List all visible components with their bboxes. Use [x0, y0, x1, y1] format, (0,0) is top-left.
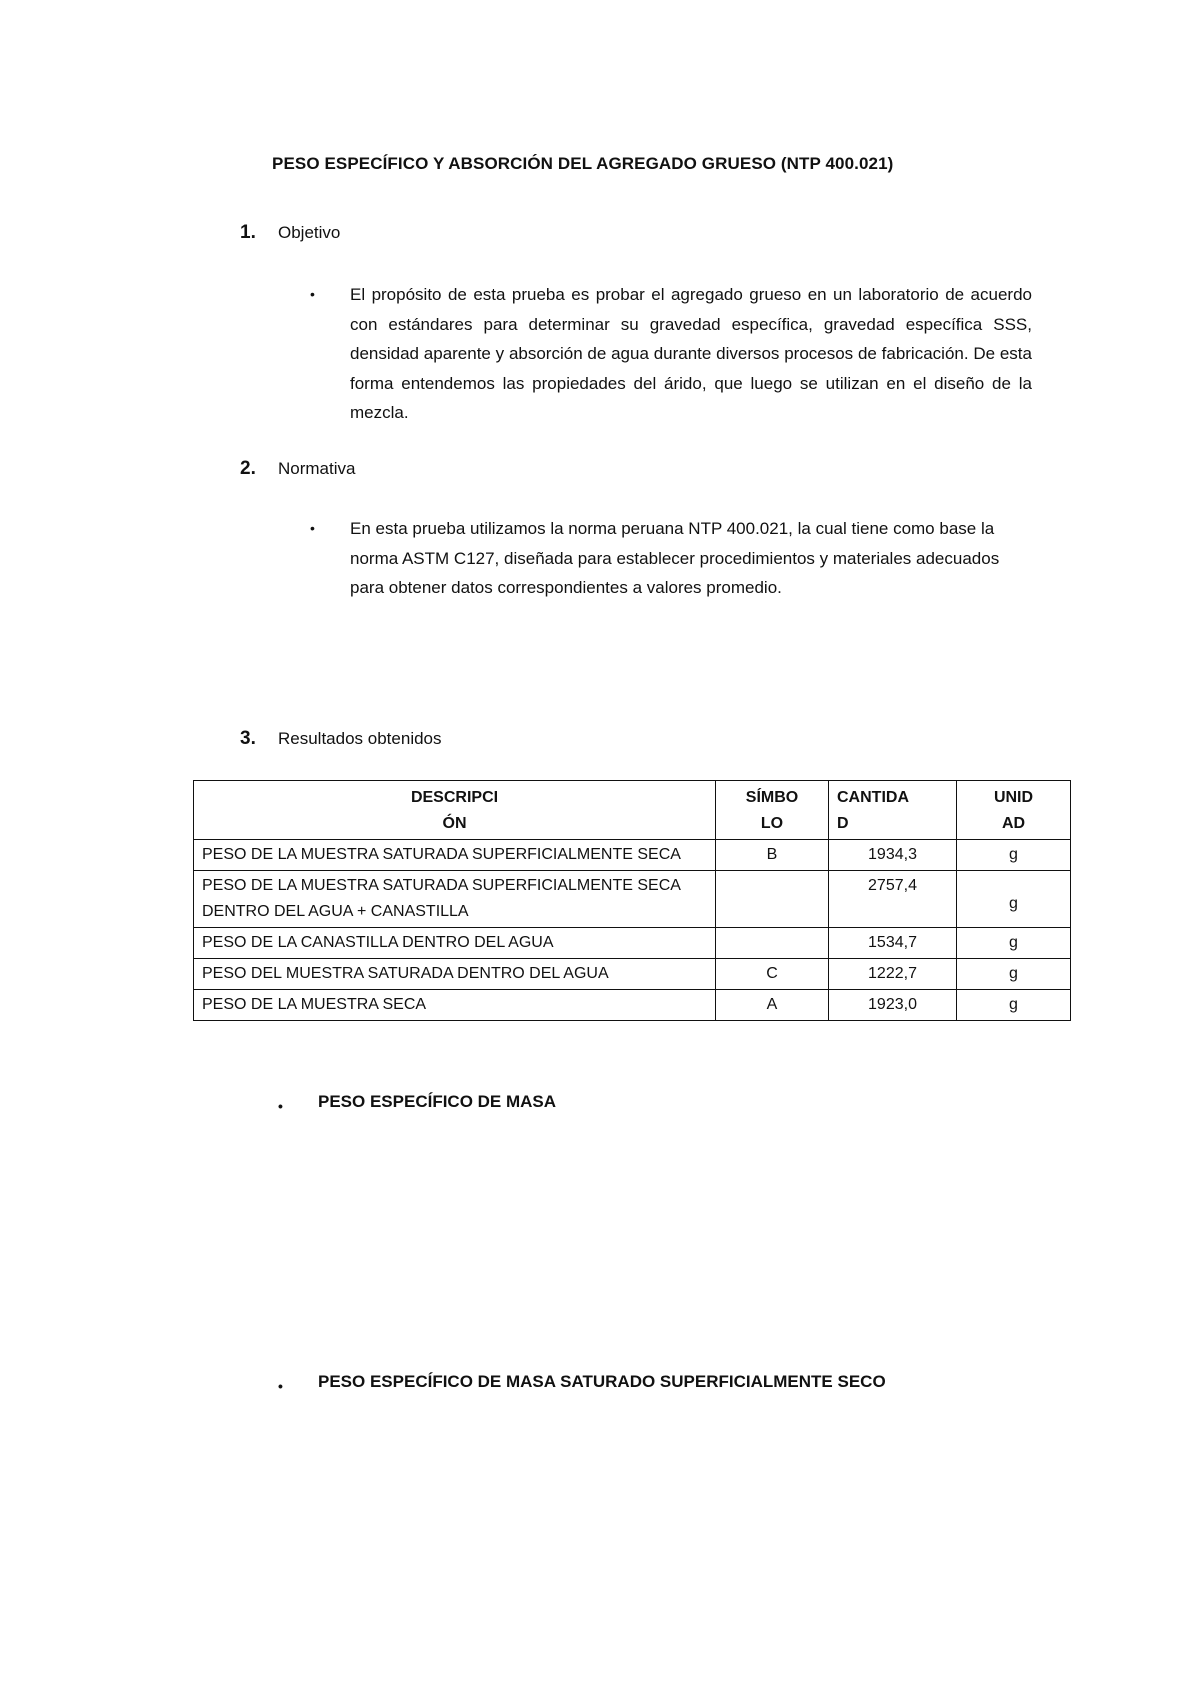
document-title: PESO ESPECÍFICO Y ABSORCIÓN DEL AGREGADO GRUESO (NTP 400.021) [272, 154, 894, 173]
peso-especifico-masa-bullet [278, 1092, 556, 1122]
cell-symbol: C [716, 959, 829, 990]
section-number: 3. [240, 728, 256, 749]
header-descripcion: DESCRIPCI ÓN [194, 781, 716, 840]
header-unidad: UNID AD [957, 781, 1071, 840]
bullet-icon: • [310, 520, 315, 536]
cell-quantity: 1923,0 [829, 990, 957, 1021]
sub-bullet-text: PESO ESPECÍFICO DE MASA [318, 1092, 557, 1111]
cell-symbol [716, 928, 829, 959]
section-objetivo-heading [240, 222, 340, 244]
cell-symbol [716, 871, 829, 928]
cell-unit: g [957, 959, 1071, 990]
cell-quantity: 1934,3 [829, 840, 957, 871]
section-title: Normativa [278, 459, 356, 478]
table-row [194, 840, 1071, 871]
section-number: 2. [240, 458, 256, 479]
peso-especifico-sss-bullet [278, 1372, 886, 1402]
bullet-icon: • [278, 1098, 283, 1114]
results-table [193, 780, 1071, 1021]
cell-unit: g [957, 871, 1071, 928]
bullet-icon: • [310, 286, 315, 302]
header-cantidad: CANTIDA D [829, 781, 957, 840]
cell-unit: g [957, 928, 1071, 959]
cell-description: PESO DE LA MUESTRA SECA [194, 990, 716, 1021]
objetivo-text: El propósito de esta prueba es probar el agregado grueso en un laboratorio de acuerdo con estándares para determinar su gravedad específica, gravedad específica SSS, densidad aparente y absorción de agua durante diversos procesos de fabricación. De esta forma entendemos las propiedades del árido, que luego se utilizan en el diseño de la mezcla. [350, 285, 1032, 422]
section-title: Objetivo [278, 223, 341, 242]
cell-symbol: A [716, 990, 829, 1021]
cell-description: PESO DEL MUESTRA SATURADA DENTRO DEL AGUA [194, 959, 716, 990]
section-title: Resultados obtenidos [278, 729, 442, 748]
cell-description: PESO DE LA MUESTRA SATURADA SUPERFICIALMENTE SECA [194, 840, 716, 871]
cell-quantity: 2757,4 [829, 871, 957, 928]
section-number: 1. [240, 222, 256, 243]
table-row [194, 871, 1071, 928]
normativa-text: En esta prueba utilizamos la norma peruana NTP 400.021, la cual tiene como base la norma ASTM C127, diseñada para establecer procedimientos y materiales adecuados para obtener datos correspondientes a valores promedio. [350, 519, 1000, 597]
section-normativa-heading [240, 458, 355, 480]
bullet-icon: • [278, 1378, 283, 1394]
cell-quantity: 1534,7 [829, 928, 957, 959]
table-row [194, 990, 1071, 1021]
cell-quantity: 1222,7 [829, 959, 957, 990]
cell-symbol: B [716, 840, 829, 871]
objetivo-bullet [310, 280, 1032, 428]
normativa-bullet [310, 514, 1032, 603]
header-simbolo: SÍMBO LO [716, 781, 829, 840]
cell-unit: g [957, 840, 1071, 871]
table-row [194, 959, 1071, 990]
sub-bullet-text: PESO ESPECÍFICO DE MASA SATURADO SUPERFICIALMENTE SECO [318, 1372, 886, 1391]
table-header-row [194, 781, 1071, 840]
section-resultados-heading [240, 728, 442, 750]
cell-description: PESO DE LA CANASTILLA DENTRO DEL AGUA [194, 928, 716, 959]
table-row [194, 928, 1071, 959]
cell-description: PESO DE LA MUESTRA SATURADA SUPERFICIALMENTE SECA DENTRO DEL AGUA + CANASTILLA [194, 871, 716, 928]
cell-unit: g [957, 990, 1071, 1021]
